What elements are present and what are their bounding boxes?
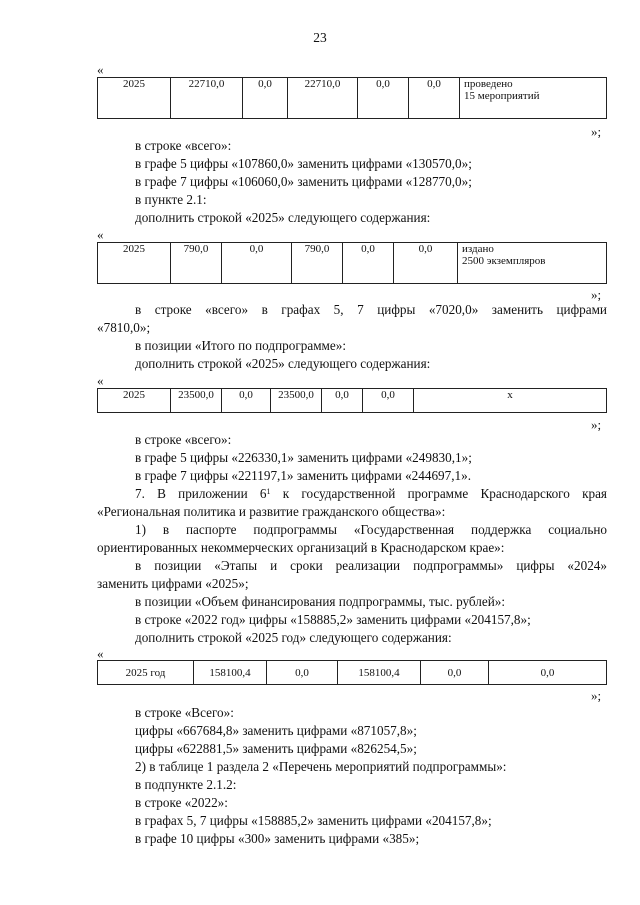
text-line: в строке «всего»: — [135, 432, 232, 447]
table-row — [98, 661, 607, 685]
table-cell: 0,0 — [222, 389, 271, 413]
table-cell: 0,0 — [243, 78, 288, 119]
text-line: заменить цифрами «2025»; — [97, 576, 249, 591]
table-row — [98, 78, 607, 119]
text-line: в позиции «Объем финансирования подпрограммы, тыс. рублей»: — [135, 594, 506, 609]
text-line: в строке «всего» в графах 5, 7 цифры «7020,0» заменить цифрами — [135, 302, 607, 317]
text-line: в графе 5 цифры «226330,1» заменить цифрами «249830,1»; — [135, 450, 472, 465]
text-line: в строке «2022»: — [135, 795, 228, 810]
quote-close: »; — [591, 124, 602, 139]
table-cell: 23500,0 — [271, 389, 322, 413]
amendment-table-1 — [97, 77, 607, 119]
table-cell: 2025 — [98, 389, 171, 413]
table-cell: 0,0 — [409, 78, 460, 119]
text-line: дополнить строкой «2025» следующего содержания: — [135, 210, 431, 225]
text-line: цифры «622881,5» заменить цифрами «826254,5»; — [135, 741, 417, 756]
text-line: в позиции «Этапы и сроки реализации подпрограммы» цифры «2024» — [135, 558, 607, 573]
table-cell: 790,0 — [171, 243, 222, 284]
table-cell: х — [414, 389, 607, 413]
text-line: в подпункте 2.1.2: — [135, 777, 237, 792]
table-cell: 22710,0 — [288, 78, 358, 119]
text-line: дополнить строкой «2025 год» следующего содержания: — [135, 630, 452, 645]
text-fragment: к государственной программе Краснодарского края — [270, 486, 607, 501]
table-cell: 0,0 — [394, 243, 458, 284]
table-result-cell — [460, 78, 607, 119]
text-line: в графе 10 цифры «300» заменить цифрами «385»; — [135, 831, 420, 846]
quote-open: « — [97, 373, 104, 388]
quote-close: »; — [591, 417, 602, 432]
result-line: 2500 экземпляров — [462, 255, 546, 267]
quote-open: « — [97, 227, 104, 242]
text-line: дополнить строкой «2025» следующего содержания: — [135, 356, 431, 371]
text-line — [135, 486, 607, 502]
table-cell: 790,0 — [292, 243, 343, 284]
result-line: издано — [462, 243, 494, 255]
text-line: в графе 5 цифры «107860,0» заменить цифрами «130570,0»; — [135, 156, 472, 171]
text-line: «7810,0»; — [97, 320, 151, 335]
table-cell: 0,0 — [489, 661, 607, 685]
text-line: в пункте 2.1: — [135, 192, 207, 207]
text-line: в строке «2022 год» цифры «158885,2» заменить цифрами «204157,8»; — [135, 612, 531, 627]
amendment-table-4 — [97, 660, 607, 685]
text-line: цифры «667684,8» заменить цифрами «871057,8»; — [135, 723, 417, 738]
text-line: в позиции «Итого по подпрограмме»: — [135, 338, 347, 353]
text-line: в графах 5, 7 цифры «158885,2» заменить цифрами «204157,8»; — [135, 813, 492, 828]
result-line: 15 мероприятий — [464, 90, 540, 102]
text-line: в графе 7 цифры «106060,0» заменить цифрами «128770,0»; — [135, 174, 472, 189]
text-line: в графе 7 цифры «221197,1» заменить цифрами «244697,1». — [135, 468, 472, 483]
table-cell: 22710,0 — [171, 78, 243, 119]
quote-open: « — [97, 62, 104, 77]
table-cell: 2025 — [98, 78, 171, 119]
table-result-cell — [458, 243, 607, 284]
quote-open: « — [97, 646, 104, 661]
quote-close: »; — [591, 688, 602, 703]
text-line: в строке «Всего»: — [135, 705, 234, 720]
text-line: ориентированных некоммерческих организаций в Краснодарском крае»: — [97, 540, 505, 555]
result-line: проведено — [464, 78, 513, 90]
superscript: 1 — [266, 487, 271, 496]
text-line: в строке «всего»: — [135, 138, 232, 153]
table-cell: 0,0 — [322, 389, 363, 413]
table-row — [98, 243, 607, 284]
text-line: 1) в паспорте подпрограммы «Государственная поддержка социально — [135, 522, 607, 537]
table-cell: 0,0 — [267, 661, 338, 685]
text-line: 2) в таблице 1 раздела 2 «Перечень мероприятий подпрограммы»: — [135, 759, 507, 774]
table-cell: 158100,4 — [338, 661, 421, 685]
table-cell: 0,0 — [421, 661, 489, 685]
amendment-table-3 — [97, 388, 607, 413]
table-cell: 158100,4 — [194, 661, 267, 685]
table-cell: 0,0 — [343, 243, 394, 284]
text-line: «Региональная политика и развитие гражданского общества»: — [97, 504, 446, 519]
amendment-table-2 — [97, 242, 607, 284]
text-fragment: 7. В приложении 6 — [135, 486, 267, 501]
table-cell: 0,0 — [358, 78, 409, 119]
quote-close: »; — [591, 287, 602, 302]
table-cell: 0,0 — [363, 389, 414, 413]
page-number: 23 — [313, 30, 327, 45]
table-cell: 2025 — [98, 243, 171, 284]
table-cell: 23500,0 — [171, 389, 222, 413]
table-cell: 0,0 — [222, 243, 292, 284]
table-cell: 2025 год — [98, 661, 194, 685]
table-row — [98, 389, 607, 413]
